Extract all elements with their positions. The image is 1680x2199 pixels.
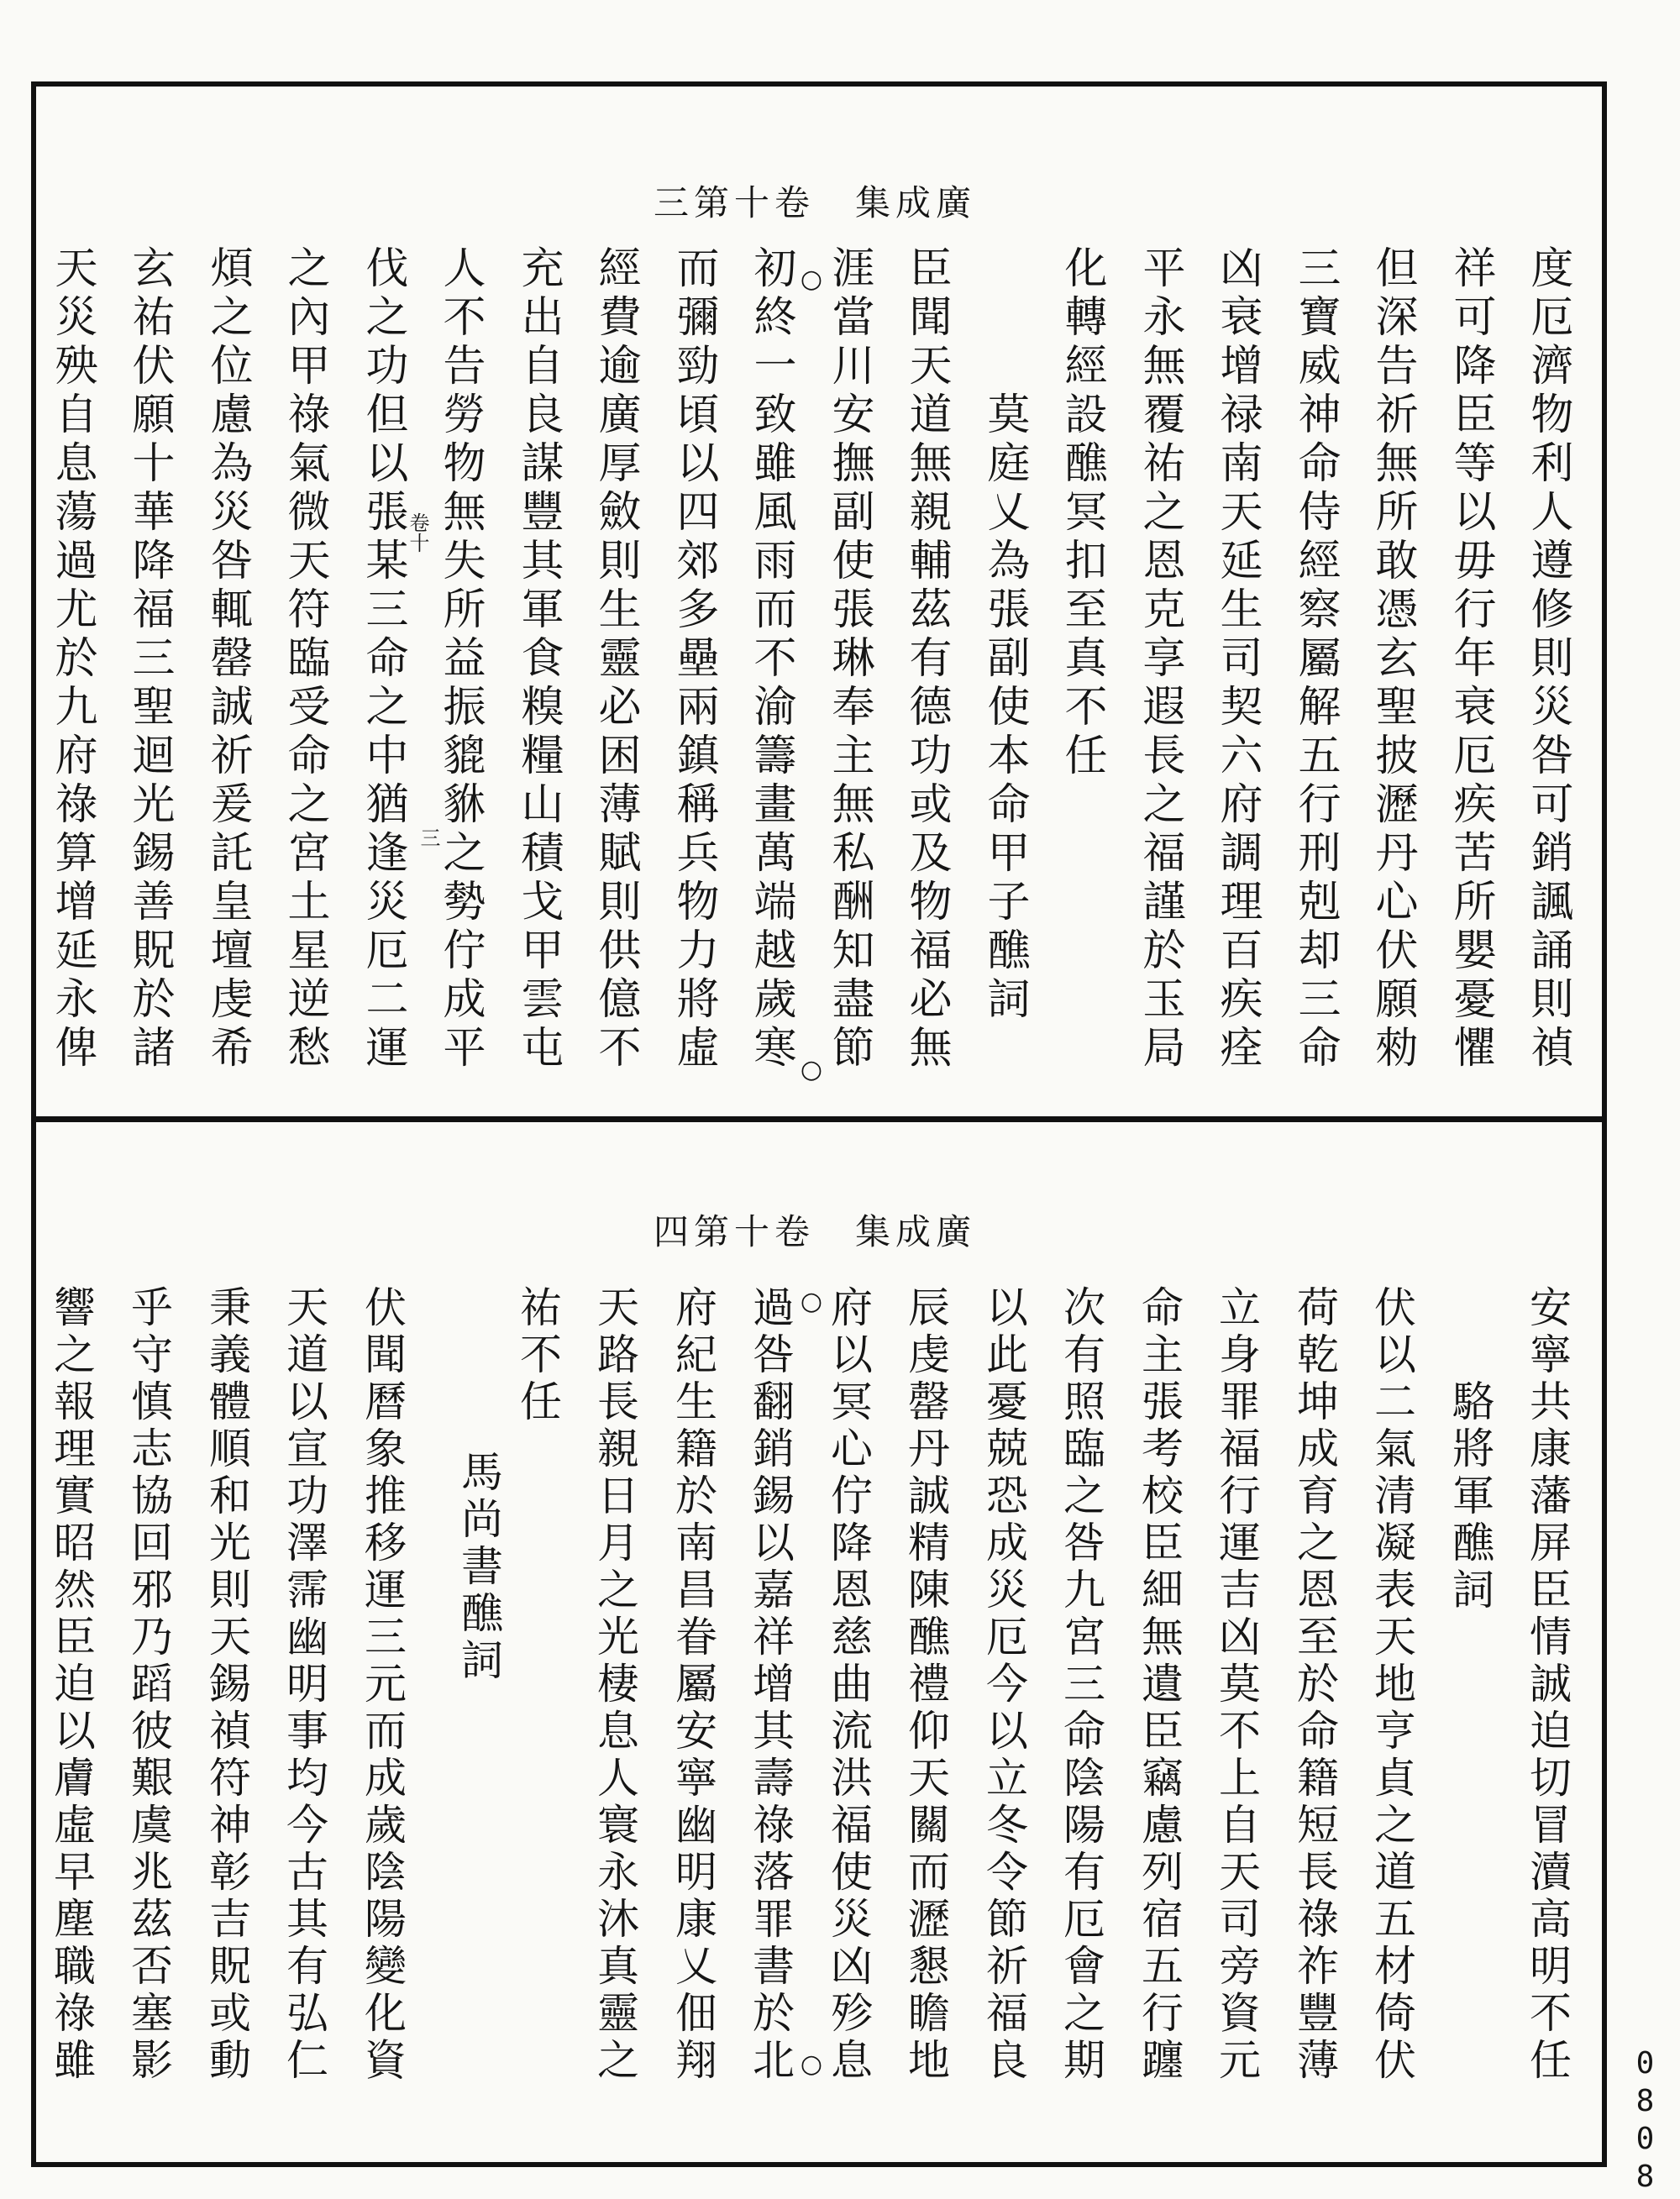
top-column-20: 天災殃自息蕩過尤於九府祿算增延永俾	[47, 245, 97, 1073]
bottom-section-title: 駱將軍醮詞	[1446, 1379, 1494, 1614]
bottom-column-5: 立身罪福行運吉凶莫不上自天司旁資元	[1212, 1285, 1261, 2085]
bottom-panel-header: 四第十卷 集成廣	[653, 1211, 976, 1252]
bottom-section-title-2: 馬尚書醮詞	[454, 1450, 503, 1685]
page-number: 0808	[1628, 2046, 1662, 2197]
bottom-column-12: 府紀生籍於南昌眷屬安寧幽明康乂佃翔	[669, 1285, 717, 2085]
bottom-column-4: 荷乾坤成育之恩至於命籍短長祿祚豐薄	[1290, 1285, 1339, 2085]
bottom-column-6: 命主張考校臣細無遺臣竊慮列宿五行躔	[1135, 1285, 1184, 2085]
top-column-11: 初終一致雖風雨而不渝籌畫萬端越歲寒	[746, 245, 795, 1073]
bottom-column-10: 府以冥心佇降恩慈曲流洪福使災凶殄息	[824, 1285, 873, 2085]
section-mark-circle: ○	[800, 1287, 823, 1316]
bottom-column-18: 秉義體順和光則天錫禎符神彰吉貺或動	[202, 1285, 251, 2085]
bottom-column-8: 以此憂兢恐成災厄今以立冬令節祈福良	[979, 1285, 1028, 2085]
top-column-1: 度厄濟物利人遵修則災咎可銷諷誦則禎	[1523, 245, 1572, 1073]
bottom-column-19: 乎守慎志協回邪乃蹈彼艱虞兆茲否塞影	[124, 1285, 173, 2085]
panel-divider	[31, 1116, 1607, 1122]
top-column-3: 但深告祈無所敢憑玄聖披瀝丹心伏願勑	[1368, 245, 1417, 1073]
top-column-6: 平永無覆祐之恩克享遐長之福謹於玉局	[1135, 245, 1184, 1073]
top-column-13: 經費逾廣厚斂則生靈必困薄賦則供億不	[591, 245, 640, 1073]
top-column-17: 之內甲祿氣微天符臨受命之宮土星逆愁	[280, 245, 329, 1073]
section-mark-circle: ○	[800, 1055, 823, 1084]
bottom-column-1: 安寧共康藩屏臣情誠迫切冒瀆高明不任	[1523, 1285, 1572, 2085]
top-column-4: 三寶威神命侍經察屬解五行刑剋却三命	[1290, 245, 1340, 1073]
top-panel-header: 三第十卷 集成廣	[653, 182, 976, 223]
top-column-12: 而彌勁頃以四郊多壘兩鎮稱兵物力將虛	[669, 245, 718, 1073]
fold-note-page: 三	[417, 827, 440, 848]
bottom-column-13: 天路長親日月之光棲息人寰永沐真靈之	[591, 1285, 639, 2085]
bottom-column-14: 祐不任	[513, 1285, 562, 1426]
top-column-10: 涯當川安撫副使張琳奉主無私酬知盡節	[824, 245, 874, 1073]
bottom-column-16: 伏聞曆象推移運三元而成歲陰陽變化資	[358, 1285, 407, 2085]
section-mark-circle: ○	[800, 2049, 823, 2079]
top-column-7: 化轉經設醮冥扣至真不任	[1057, 245, 1106, 781]
top-section-title: 莫庭乂為張副使本命甲子醮詞	[979, 391, 1029, 1025]
top-column-14: 充出自良謀豐其軍食糗糧山積戈甲雲屯	[513, 245, 563, 1073]
top-column-2: 祥可降臣等以毋行年衰厄疾苦所嬰憂懼	[1446, 245, 1495, 1073]
top-column-16: 伐之功但以張某三命之中猶逢災厄二運	[358, 245, 407, 1073]
fold-note-juan: 卷十	[406, 512, 429, 553]
top-column-5: 凶衰增禄南天延生司契六府調理百疾痊	[1212, 245, 1262, 1073]
bottom-column-9: 辰虔罄丹誠精陳醮禮仰天關而瀝懇瞻地	[901, 1285, 950, 2085]
bottom-column-17: 天道以宣功澤霈幽明事均今古其有弘仁	[280, 1285, 328, 2085]
bottom-column-11: 過咎翻銷錫以嘉祥增其壽祿落罪書於北	[746, 1285, 795, 2085]
top-column-15: 人不告勞物無失所益振貔貅之勢佇成平	[435, 245, 485, 1073]
top-column-19: 玄祐伏願十華降福三聖迴光錫善貺於諸	[124, 245, 174, 1073]
section-mark-circle: ○	[800, 265, 823, 294]
top-column-18: 煩之位慮為災咎輒罄誠祈爰託皇壇虔希	[202, 245, 252, 1073]
bottom-column-7: 次有照臨之咎九宮三命陰陽有厄會之期	[1057, 1285, 1105, 2085]
top-column-9: 臣聞天道無親輔茲有德功或及物福必無	[901, 245, 951, 1073]
bottom-column-3: 伏以二氣清凝表天地亨貞之道五材倚伏	[1368, 1285, 1416, 2085]
bottom-column-20: 響之報理實昭然臣迫以膚虛早塵職祿雖	[47, 1285, 96, 2085]
